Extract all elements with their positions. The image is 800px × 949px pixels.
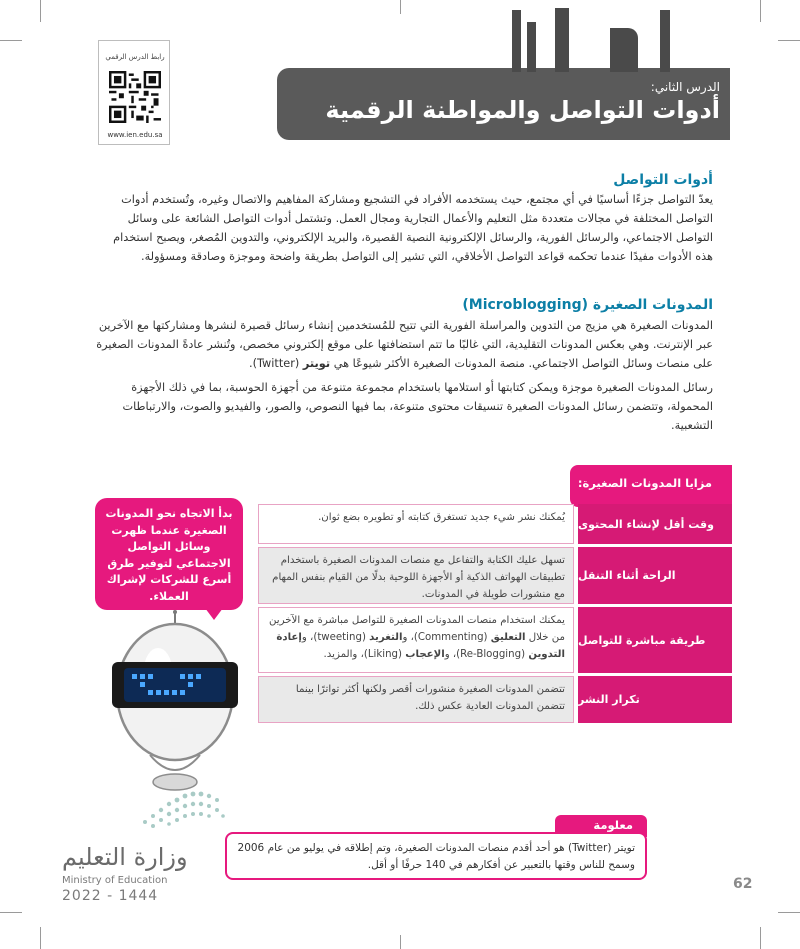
commenting-en: (Commenting)، و — [402, 632, 488, 643]
crop-mark — [778, 40, 800, 41]
qr-code-icon — [109, 71, 161, 123]
crop-mark — [400, 0, 401, 14]
advantage-text-mobile: تسهل عليك الكتابة والتفاعل مع منصات المدونات الصغيرة باستخدام تطبيقات الهواتف الذكية أو الأجهزة اللوحية بدلًا من القيام بنفس المهام مع منشورات طويلة في المدونات. — [258, 547, 574, 604]
commenting-bold: التعليق — [490, 632, 526, 643]
info-text: تويتر (Twitter) هو أحد أقدم منصات المدونات الصغيرة، وتم إطلاقه في يوليو من عام 2006 وسمح للناس وقتها بالتعبير عن أفكارهم في 140 حرفًا أو أقل. — [237, 842, 635, 871]
info-box — [225, 832, 647, 880]
crop-mark — [40, 927, 41, 949]
qr-label: رابط الدرس الرقمي — [105, 53, 165, 61]
tweeting-en: (tweeting)، و — [301, 632, 366, 643]
advantage-text-time: يُمكنك نشر شيء جديد تستغرق كتابته أو تطويره بضع ثوان. — [258, 504, 574, 544]
tools-paragraph: يعدّ التواصل جزءًا أساسيًا في أي مجتمع، حيث يستخدمه الأفراد في التشجيع ومشاركة المفاهيم والاتصال وغيره، وتُستخدم أدوات التواصل المختلفة في مجالات متعددة مثل التعليم والأعمال التجارية ومجال العمل. وتشتمل أدوات التواصل الشائعة على وسائل التواصل الاجتماعي، والرسائل الفورية، والرسائل الإلكترونية النصية القصيرة، والبريد الإلكتروني، والتدوين المُصغر، ويصبح استخدام هذه الأدوات مفيدًا عندما تحكمه قواعد التواصل الأخلاقي، التي تشير إلى التواصل بطريقة واضحة وموجزة وصادقة ومسؤولة. — [113, 193, 713, 263]
tweeting-bold: التغريد — [369, 632, 403, 643]
info-title: معلومة — [593, 818, 633, 832]
banner-decoration — [610, 28, 638, 72]
reblogging-bold: إعادة التدوين — [276, 632, 565, 660]
banner-decoration — [527, 22, 536, 72]
microblogging-paragraph-2: رسائل المدونات الصغيرة موجزة ويمكن كتابتها أو استلامها باستخدام مجموعة متنوعة من أجهزة الحوسبة، بما في ذلك الأجهزة المحمولة، وتتضمن رسائل المدونات الصغيرة تنسيقات محتوى متنوعة، بما فيها النصوص، والصور، والفيديو والصوت، والارتباطات التشعبية. — [122, 381, 713, 432]
advantage-label-direct: طريقة مباشرة للتواصل — [578, 607, 732, 673]
speech-bubble-text: بدأ الاتجاه نحو المدونات الصغيرة عندما ظهرت وسائل التواصل الاجتماعي لتوفير طرق أسرع للشركات لإشراك العملاء. — [105, 507, 233, 603]
lesson-label: الدرس الثاني: — [650, 80, 720, 94]
section-heading-microblogging: المدونات الصغيرة (Microblogging) — [462, 297, 713, 313]
banner-decoration — [512, 10, 521, 72]
crop-mark — [0, 912, 22, 913]
advantages-title: مزايا المدونات الصغيرة: — [577, 476, 712, 490]
page-title: أدوات التواصل والمواطنة الرقمية — [325, 96, 720, 124]
liking-bold: الإعجاب — [405, 649, 445, 660]
advantage-label-mobile: الراحة أثناء التنقل — [578, 547, 732, 604]
crop-mark — [778, 912, 800, 913]
crop-mark — [760, 927, 761, 949]
banner-decoration — [555, 8, 569, 72]
advantage-label-time: وقت أقل لإنشاء المحتوى — [578, 504, 732, 544]
robot-illustration — [110, 610, 255, 795]
ministry-name-ar: وزارة التعليم — [62, 843, 188, 871]
microblogging-paragraph-1 — [96, 316, 713, 373]
qr-url[interactable]: www.ien.edu.sa — [107, 131, 163, 139]
section-heading-tools: أدوات التواصل — [613, 172, 713, 188]
banner-decoration — [660, 10, 670, 72]
ministry-year: 2022 - 1444 — [62, 888, 159, 904]
advantage-label-frequency: تكرار النشر — [578, 676, 732, 723]
advantage-text-frequency: تتضمن المدونات الصغيرة منشورات أقصر ولكنها أكثر تواترًا بينما تتضمن المدونات العادية عكس ذلك. — [258, 676, 574, 723]
page-number: 62 — [733, 876, 753, 892]
advantages-title-tab — [570, 465, 732, 507]
liking-en: (Liking)، والمزيد. — [323, 649, 402, 660]
reblogging-en: (Re-Blogging)، و — [444, 649, 526, 660]
ministry-logo-icon — [135, 782, 230, 837]
microblogging-text: المدونات الصغيرة هي مزيج من التدوين والمراسلة الفورية التي تتيح للمُستخدمين إنشاء رسائل قصيرة لنشرها ومشاركتها مع الآخرين عبر الإنترنت. وهي بعكس المدونات التقليدية، التي غالبًا ما تتم استضافتها على موقع إلكتروني مخصص، وتُنشر عادةً المدونات الصغيرة على منصات وسائل التواصل الاجتماعي. منصة المدونات الصغيرة الأكثر شيوعًا هي — [96, 319, 713, 370]
twitter-bold: تويتر — [302, 357, 331, 370]
advantage-text-direct — [258, 607, 574, 673]
ministry-name-en: Ministry of Education — [62, 875, 168, 886]
crop-mark — [760, 0, 761, 22]
crop-mark — [0, 40, 22, 41]
qr-code-box[interactable] — [98, 40, 170, 145]
twitter-en: (Twitter). — [249, 357, 300, 370]
crop-mark — [400, 935, 401, 949]
direct-text: يمكنك استخدام منصات المدونات الصغيرة للتواصل مباشرة مع الآخرين من خلال — [269, 615, 565, 643]
crop-mark — [40, 0, 41, 22]
